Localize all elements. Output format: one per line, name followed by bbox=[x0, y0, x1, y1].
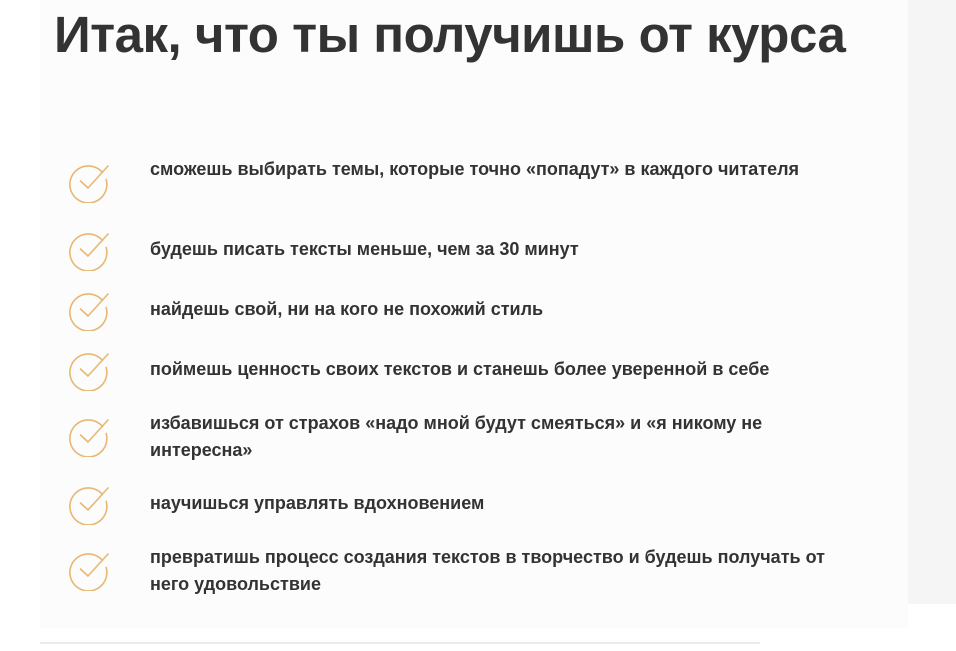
benefit-text: поймешь ценность своих текстов и станешь более уверенной в себе bbox=[150, 359, 770, 379]
checkmark-circle-icon bbox=[68, 289, 110, 331]
page-title: Итак, что ты получишь от курса bbox=[54, 6, 846, 63]
benefit-text: научишься управлять вдохновением bbox=[150, 493, 485, 513]
checkmark-circle-icon bbox=[68, 229, 110, 271]
checkmark-circle-icon bbox=[68, 549, 110, 591]
benefit-text: будешь писать тексты меньше, чем за 30 минут bbox=[150, 239, 579, 259]
benefit-text: избавишься от страхов «надо мной будут смеяться» и «я никому не интересна» bbox=[150, 413, 763, 460]
benefit-text: превратишь процесс создания текстов в творчество и будешь получать от него удовольствие bbox=[150, 547, 825, 594]
checkmark-circle-icon bbox=[68, 161, 110, 203]
checkmark-circle-icon bbox=[68, 349, 110, 391]
benefit-text: найдешь свой, ни на кого не похожий стиль bbox=[150, 299, 544, 319]
benefit-text: сможешь выбирать темы, которые точно «попадут» в каждого читателя bbox=[150, 159, 800, 179]
checkmark-circle-icon bbox=[68, 483, 110, 525]
checkmark-circle-icon bbox=[68, 415, 110, 457]
